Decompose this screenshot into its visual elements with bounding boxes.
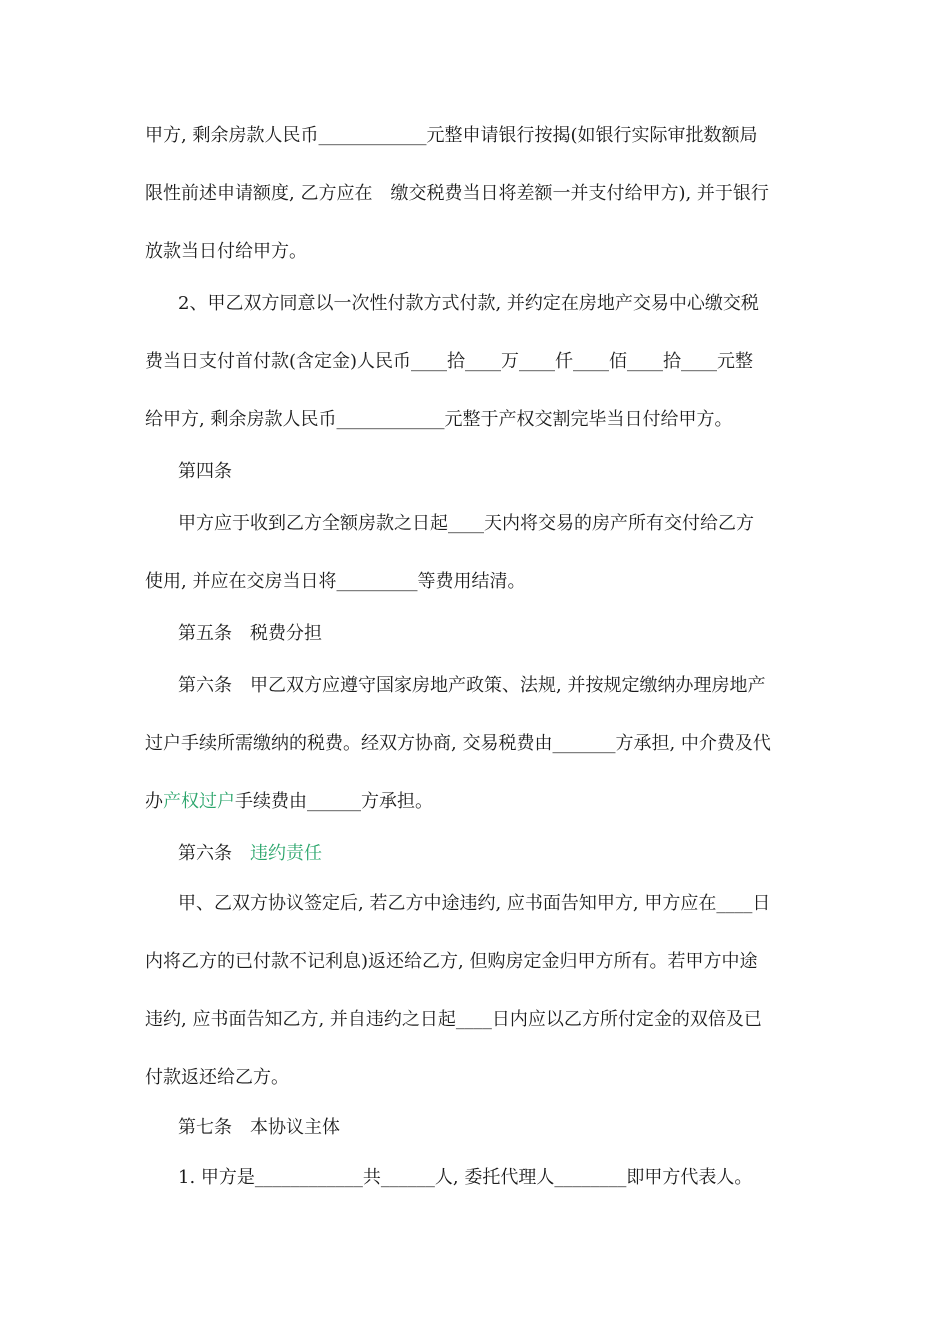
paragraph-line: 甲方应于收到乙方全额房款之日起____天内将交易的房产所有交付给乙方 bbox=[178, 513, 754, 534]
article-heading: 第四条 bbox=[178, 461, 232, 482]
paragraph-line: 限性前述申请额度, 乙方应在 缴交税费当日将差额一并支付给甲方), 并于银行 bbox=[145, 183, 769, 204]
breach-liability-link[interactable]: 违约责任 bbox=[250, 843, 322, 864]
paragraph-line: 违约, 应书面告知乙方, 并自违约之日起____日内应以乙方所付定金的双倍及已 bbox=[145, 1009, 762, 1030]
article-heading: 第五条 税费分担 bbox=[178, 623, 322, 644]
paragraph-line: 放款当日付给甲方。 bbox=[145, 241, 307, 262]
line-text: 办 bbox=[145, 791, 163, 812]
paragraph-line: 1. 甲方是____________共______人, 委托代理人________即甲方代表人。 bbox=[178, 1167, 753, 1188]
paragraph-line: 给甲方, 剩余房款人民币____________元整于产权交割完毕当日付给甲方。 bbox=[145, 409, 733, 430]
paragraph-line: 使用, 并应在交房当日将_________等费用结清。 bbox=[145, 571, 526, 592]
property-transfer-link[interactable]: 产权过户 bbox=[163, 791, 235, 812]
line-text: 第六条 bbox=[178, 843, 250, 864]
paragraph-line: 付款返还给乙方。 bbox=[145, 1067, 289, 1088]
article-heading: 第七条 本协议主体 bbox=[178, 1117, 340, 1138]
paragraph-line bbox=[145, 790, 433, 814]
paragraph-line: 甲方, 剩余房款人民币____________元整申请银行按揭(如银行实际审批数额局 bbox=[145, 125, 758, 146]
paragraph-line: 过户手续所需缴纳的税费。经双方协商, 交易税费由_______方承担, 中介费及代 bbox=[145, 733, 771, 754]
paragraph-line: 甲、乙双方协议签定后, 若乙方中途违约, 应书面告知甲方, 甲方应在____日 bbox=[178, 893, 771, 914]
paragraph-line: 费当日支付首付款(含定金)人民币____拾____万____仟____佰____拾____元整 bbox=[145, 351, 754, 372]
paragraph-line: 2、甲乙双方同意以一次性付款方式付款, 并约定在房地产交易中心缴交税 bbox=[178, 293, 759, 314]
line-text: 手续费由______方承担。 bbox=[235, 791, 433, 812]
paragraph-line: 内将乙方的已付款不记利息)返还给乙方, 但购房定金归甲方所有。若甲方中途 bbox=[145, 951, 758, 972]
article-heading bbox=[178, 842, 322, 866]
paragraph-line: 第六条 甲乙双方应遵守国家房地产政策、法规, 并按规定缴纳办理房地产 bbox=[178, 675, 766, 696]
